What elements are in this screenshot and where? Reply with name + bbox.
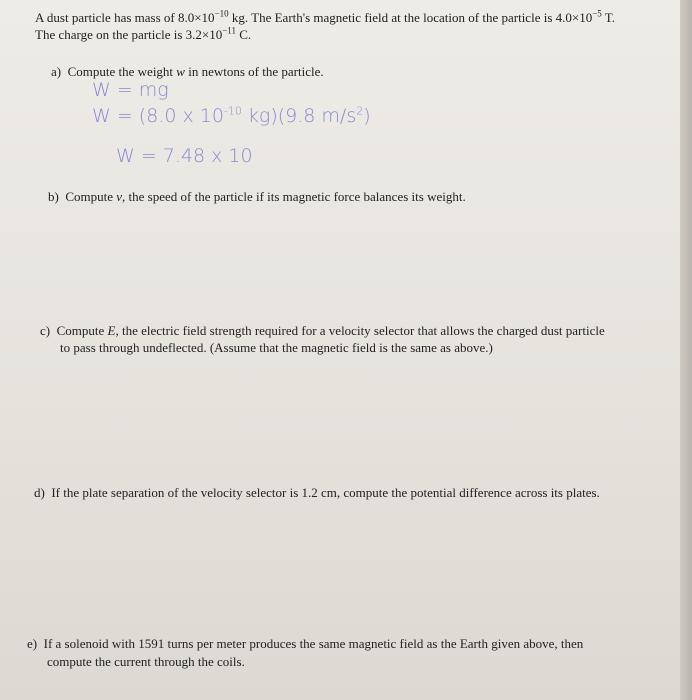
intro-line-2: The charge on the particle is $3.2\times 10^{-11}$ C. xyxy=(35,25,252,42)
question-c-line-2: to pass through undeflected. (Assume that the magnetic field is the same as above.) xyxy=(60,340,493,355)
handwritten-result: W = 7.48 x 10 xyxy=(116,145,253,167)
question-b: b) Compute v, the speed of the particle if its magnetic force balances its weight. xyxy=(48,189,466,204)
pen-mark xyxy=(196,0,204,4)
question-d: d) If the plate separation of the velocity selector is 1.2 cm, compute the potential difference across its plates. xyxy=(34,485,600,500)
handwritten-substitution: W = (8.0 x $10^{-10}$ kg)(9.8 $m/s^2$) xyxy=(92,104,371,127)
question-e-line-2: compute the current through the coils. xyxy=(47,654,245,669)
question-a: a) Compute the weight w in newtons of the particle. xyxy=(51,64,324,79)
handwritten-formula: W = mg xyxy=(92,79,169,101)
intro-line-1: A dust particle has mass of $8.0\times 10^{-10}$ kg. The Earth's magnetic field at the location of the particle is $4.0\times 10^{-5}$ T. xyxy=(35,8,616,25)
question-e: e) If a solenoid with 1591 turns per meter produces the same magnetic field as the Earth given above, then xyxy=(27,636,584,651)
background-edge xyxy=(680,0,692,700)
question-c: c) Compute E, the electric field strength required for a velocity selector that allows the charged dust particle xyxy=(40,323,605,338)
